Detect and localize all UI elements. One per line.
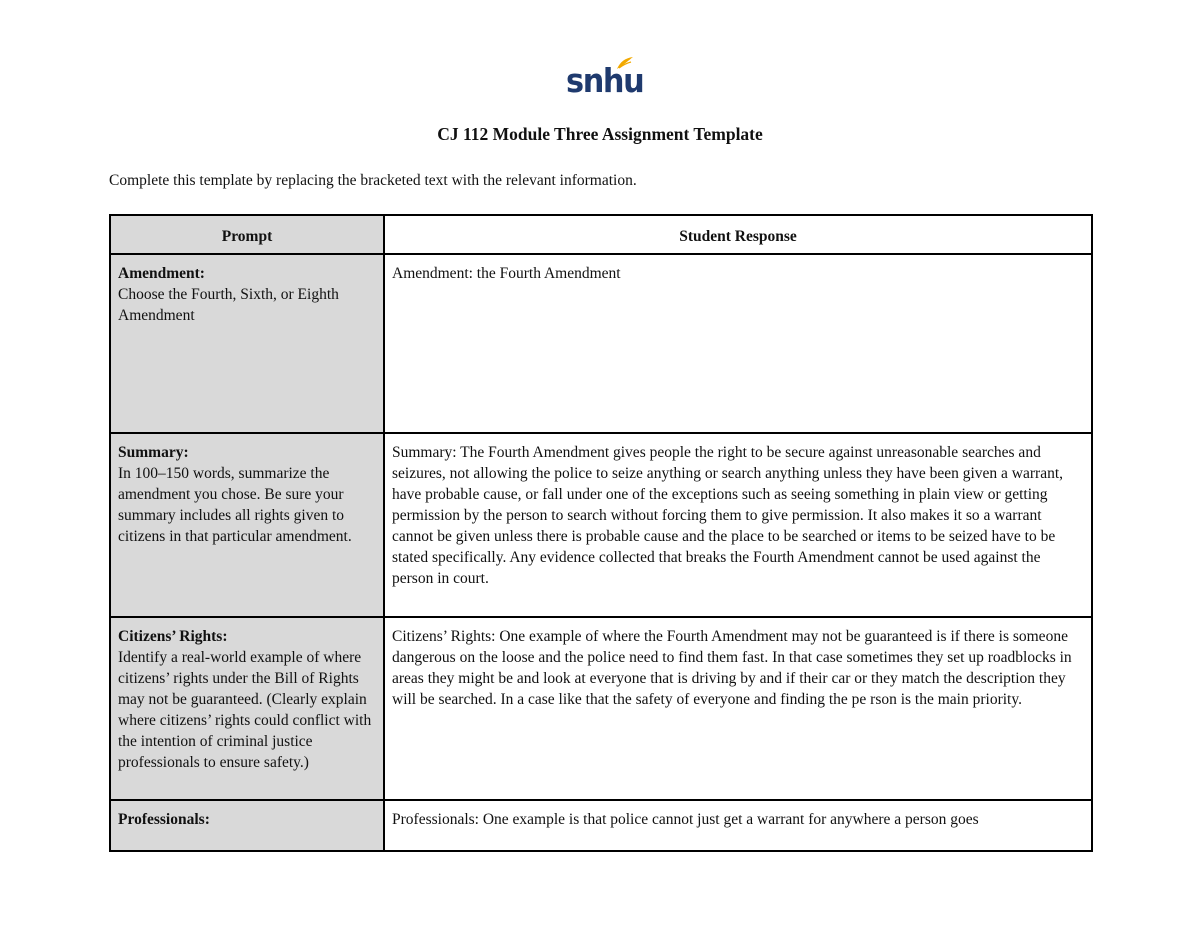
table-row-citizens-rights	[110, 617, 1092, 800]
table-row-professionals	[110, 800, 1092, 851]
prompt-heading: Summary:	[118, 444, 189, 461]
prompt-description: Choose the Fourth, Sixth, or Eighth Amendment	[118, 286, 339, 324]
response-cell-amendment[interactable]: Amendment: the Fourth Amendment	[384, 254, 1092, 433]
table-row-amendment	[110, 254, 1092, 433]
page-title: CJ 112 Module Three Assignment Template	[437, 124, 763, 144]
response-column-header: Student Response	[384, 215, 1092, 254]
logo-text: snhu	[566, 61, 644, 100]
prompt-heading: Amendment:	[118, 265, 205, 282]
response-cell-citizens-rights[interactable]: Citizens’ Rights: One example of where the Fourth Amendment may not be guaranteed is if there is someone dangerous on the loose and the police need to find them fast. In that case sometimes they set up roadblocks in areas they might be and look at everyone that is driving by and if their car or they match the description they will be searched. In a case like that the safety of everyone and finding the pe rson is the main priority.	[384, 617, 1092, 800]
response-cell-professionals[interactable]: Professionals: One example is that police cannot just get a warrant for anywhere a person goes	[384, 800, 1092, 851]
table-header-row	[110, 215, 1092, 254]
snhu-logo	[566, 56, 644, 104]
assignment-table	[109, 214, 1093, 852]
prompt-heading: Citizens’ Rights:	[118, 628, 228, 645]
prompt-heading: Professionals:	[118, 811, 210, 828]
prompt-cell-summary	[110, 433, 384, 617]
table-row-summary	[110, 433, 1092, 617]
prompt-description: In 100–150 words, summarize the amendment you chose. Be sure your summary includes all rights given to citizens in that particular amendment.	[118, 465, 352, 545]
prompt-cell-citizens-rights	[110, 617, 384, 800]
prompt-cell-amendment	[110, 254, 384, 433]
prompt-column-header: Prompt	[110, 215, 384, 254]
prompt-description: Identify a real-world example of where citizens’ rights under the Bill of Rights may not be guaranteed. (Clearly explain where citizens’ rights could conflict with the intention of criminal justice professionals to ensure safety.)	[118, 649, 372, 771]
response-cell-summary[interactable]: Summary: The Fourth Amendment gives people the right to be secure against unreasonable searches and seizures, not allowing the police to seize anything or search anything unless they have been given a warrant, have probable cause, or fall under one of the exceptions such as seeing something in plain view or getting permission by the person to search without forcing them to give permission. It also makes it so a warrant cannot be given unless there is probable cause and the place to be searched or items to be seized have to be stated specifically. Any evidence collected that breaks the Fourth Amendment cannot be used against the person in court.	[384, 433, 1092, 617]
instructions-text: Complete this template by replacing the bracketed text with the relevant information.	[109, 172, 637, 189]
prompt-cell-professionals	[110, 800, 384, 851]
